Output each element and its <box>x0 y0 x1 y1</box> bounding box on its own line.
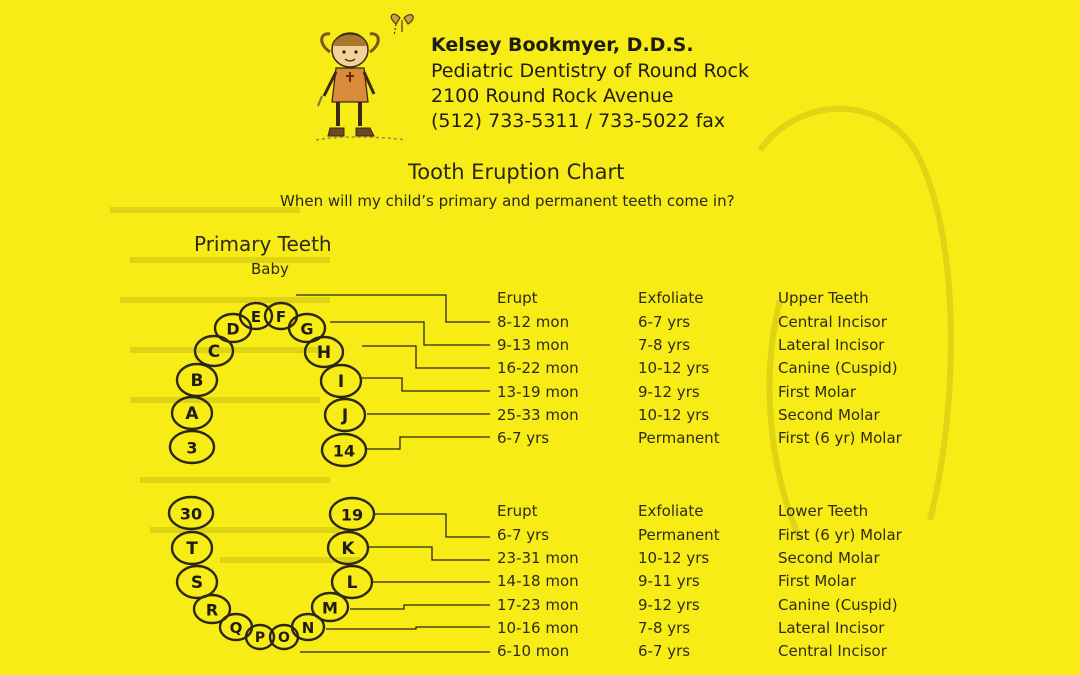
lower-row-exfoliate: 7-8 yrs <box>638 618 691 637</box>
tooth-label: P <box>254 630 266 646</box>
tooth-label: H <box>316 343 332 363</box>
lower-row-erupt: 6-7 yrs <box>497 526 550 544</box>
tooth <box>322 434 366 466</box>
upper-row-exfoliate: 10-12 yrs <box>638 359 710 378</box>
tooth <box>325 399 365 431</box>
upper-row-exfoliate: 6-7 yrs <box>638 313 691 331</box>
upper-row-exfoliate: 7-8 yrs <box>638 336 691 355</box>
upper-row-exfoliate: 10-12 yrs <box>638 405 710 424</box>
lower-row-tooth: First Molar <box>778 572 856 591</box>
upper-row-erupt: 13-19 mon <box>497 382 579 401</box>
lower-row-exfoliate: 9-12 yrs <box>638 595 700 614</box>
tooth <box>177 364 217 396</box>
upper-row-erupt: 25-33 mon <box>497 405 579 424</box>
tooth-label: D <box>226 319 240 339</box>
lower-row-erupt: 14-18 mon <box>497 572 579 591</box>
tooth-label: G <box>300 319 314 339</box>
practice-address: 2100 Round Rock Avenue <box>431 85 674 107</box>
tooth-label: 3 <box>186 438 198 458</box>
tooth <box>172 532 212 564</box>
tooth-label: I <box>337 372 345 392</box>
tooth <box>215 314 251 342</box>
lower-row-erupt: 23-31 mon <box>497 549 579 568</box>
tooth-label: 30 <box>179 504 203 524</box>
upper-row-tooth: Canine (Cuspid) <box>778 359 898 378</box>
lower-row-exfoliate: 6-7 yrs <box>638 642 691 660</box>
tooth-label: B <box>190 371 204 391</box>
tooth <box>265 303 297 329</box>
page-subtitle: When will my child’s primary and permanent teeth come in? <box>280 192 735 210</box>
tooth <box>172 397 212 429</box>
upper-row-tooth: First (6 yr) Molar <box>778 429 902 447</box>
lower-header-exfoliate: Exfoliate <box>638 502 704 520</box>
tooth-label: E <box>250 308 262 326</box>
lower-row-tooth: First (6 yr) Molar <box>778 526 902 544</box>
upper-row-exfoliate: Permanent <box>638 429 720 447</box>
page-title: Tooth Eruption Chart <box>408 160 625 184</box>
upper-row-erupt: 9-13 mon <box>497 336 570 355</box>
leader-line <box>350 605 490 609</box>
lower-row-erupt: 17-23 mon <box>497 595 579 614</box>
leader-line <box>362 378 490 391</box>
tooth <box>170 431 214 463</box>
tooth <box>305 337 343 367</box>
lower-row-exfoliate: 9-11 yrs <box>638 572 700 591</box>
tooth-label: M <box>322 598 338 618</box>
upper-header-exfoliate: Exfoliate <box>638 289 704 307</box>
tooth <box>330 498 374 530</box>
tooth-label: T <box>186 539 198 559</box>
practice-name: Pediatric Dentistry of Round Rock <box>431 60 749 82</box>
lower-header-teeth: Lower Teeth <box>778 502 869 520</box>
tooth-label: N <box>301 619 315 637</box>
tooth-label: K <box>341 539 355 559</box>
upper-row-tooth: First Molar <box>778 382 856 401</box>
leader-line <box>362 346 490 368</box>
upper-row-tooth: Second Molar <box>778 405 880 424</box>
lower-row-exfoliate: 10-12 yrs <box>638 549 710 568</box>
tooth-label: S <box>190 573 204 593</box>
primary-teeth-subtitle: Baby <box>251 260 289 278</box>
lower-row-tooth: Canine (Cuspid) <box>778 595 898 614</box>
leader-line <box>375 514 490 537</box>
lower-header-erupt: Erupt <box>497 502 538 520</box>
upper-header-teeth: Upper Teeth <box>778 289 869 307</box>
upper-header-erupt: Erupt <box>497 289 538 307</box>
tooth-label: C <box>207 342 221 362</box>
upper-row-erupt: 16-22 mon <box>497 359 579 378</box>
lower-row-tooth: Second Molar <box>778 549 880 568</box>
practice-phone: (512) 733-5311 / 733-5022 fax <box>431 110 726 132</box>
leader-line <box>326 627 490 629</box>
tooth-label: J <box>341 406 349 426</box>
tooth-label: 14 <box>332 441 356 461</box>
tooth-label: A <box>185 404 199 424</box>
tooth-label: 19 <box>340 505 364 525</box>
primary-teeth-title: Primary Teeth <box>194 232 332 256</box>
leader-line <box>330 322 490 345</box>
tooth-label: O <box>278 630 290 646</box>
lower-row-exfoliate: Permanent <box>638 526 720 544</box>
upper-row-erupt: 8-12 mon <box>497 313 570 331</box>
teeth-group <box>169 303 374 649</box>
tooth-label: F <box>275 308 287 326</box>
tooth-label: Q <box>229 619 243 637</box>
upper-row-tooth: Central Incisor <box>778 313 887 331</box>
tooth <box>177 566 217 598</box>
tooth <box>169 497 213 529</box>
upper-row-tooth: Lateral Incisor <box>778 336 885 355</box>
leader-line <box>369 547 490 560</box>
tooth <box>321 365 361 397</box>
leader-line <box>367 437 490 449</box>
upper-row-erupt: 6-7 yrs <box>497 429 550 447</box>
tooth <box>328 532 368 564</box>
upper-row-exfoliate: 9-12 yrs <box>638 382 700 401</box>
lower-row-tooth: Lateral Incisor <box>778 618 885 637</box>
tooth-label: R <box>205 600 219 620</box>
lower-row-tooth: Central Incisor <box>778 642 887 660</box>
lower-row-erupt: 10-16 mon <box>497 618 579 637</box>
tooth-label: L <box>346 573 358 593</box>
dentist-name: Kelsey Bookmyer, D.D.S. <box>431 34 694 56</box>
leader-line <box>296 295 490 322</box>
lower-row-erupt: 6-10 mon <box>497 642 570 660</box>
